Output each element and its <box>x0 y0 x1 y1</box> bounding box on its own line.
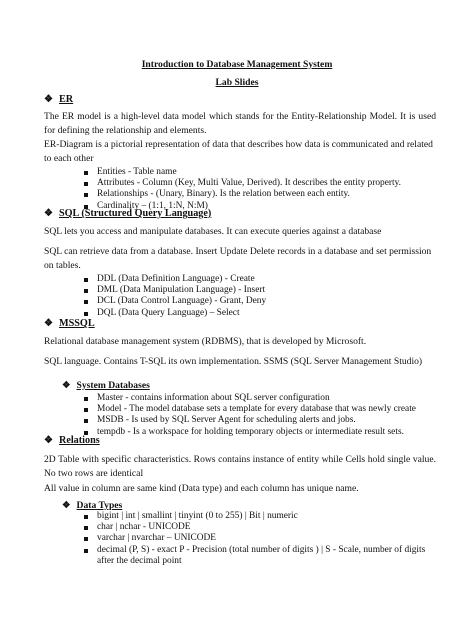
section-heading-er: ❖ ER <box>44 94 74 105</box>
square-bullet-icon <box>84 515 88 519</box>
list-item: Model - The model database sets a template for every database that was newly create <box>0 404 416 415</box>
sql-bullet-list <box>0 274 266 319</box>
data-types-bullet-list <box>0 511 427 567</box>
square-bullet-icon <box>84 526 88 530</box>
list-item: bigint | int | smallint | tinyint (0 to 255) | Bit | numeric <box>0 511 427 522</box>
list-item: Cardinality – (1:1, 1:N, N:M) <box>0 201 401 212</box>
square-bullet-icon <box>84 312 88 316</box>
list-item: DDL (Data Definition Language) - Create <box>0 274 266 285</box>
square-bullet-icon <box>84 300 88 304</box>
list-item: DQL (Data Query Language) – Select <box>0 308 266 319</box>
document-subtitle: Lab Slides <box>215 77 259 88</box>
list-item: tempdb - Is a workspace for holding temporary objects or intermediate result sets. <box>0 427 416 438</box>
square-bullet-icon <box>84 549 88 553</box>
section-heading-sql: ❖ SQL (Structured Query Language) <box>44 208 212 219</box>
square-bullet-icon <box>84 193 88 197</box>
list-item: varchar | nvarchar – UNICODE <box>0 533 427 544</box>
list-item: Entities - Table name <box>0 167 401 178</box>
square-bullet-icon <box>84 419 88 423</box>
sql-paragraph-1: SQL lets you access and manipulate databases. It can execute queries against a database <box>44 226 382 237</box>
relations-paragraph-1: 2D Table with specific characteristics. Rows contains instance of entity while Cells hold single value. No two rows are identical <box>44 454 436 479</box>
list-item: Master - contains information about SQL server configuration <box>0 393 416 404</box>
list-item: decimal (P, S) - exact P - Precision (total number of digits ) | S - Scale, number of digits after the decimal point <box>0 545 427 567</box>
section-heading-system-databases: ❖ System Databases <box>62 380 150 391</box>
diamond-bullet-icon: ❖ <box>44 435 53 446</box>
list-item: Relationships - (Unary, Binary). Is the relation between each entity. <box>0 189 401 200</box>
square-bullet-icon <box>84 182 88 186</box>
diamond-bullet-icon: ❖ <box>44 318 53 329</box>
list-item: MSDB - Is used by SQL Server Agent for scheduling alerts and jobs. <box>0 415 416 426</box>
square-bullet-icon <box>84 537 88 541</box>
section-heading-relations: ❖ Relations <box>44 435 100 446</box>
square-bullet-icon <box>84 431 88 435</box>
sql-paragraph-2: SQL can retrieve data from a database. Insert Update Delete records in a database and set permission on tables. <box>44 246 432 271</box>
list-item: Attributes - Column (Key, Multi Value, Derived). It describes the entity property. <box>0 178 401 189</box>
diamond-bullet-icon: ❖ <box>62 381 71 391</box>
section-heading-mssql: ❖ MSSQL <box>44 318 95 329</box>
er-paragraph-1: The ER model is a high-level data model which stands for the Entity-Relationship Model. It is used for defining the relationship and elements. <box>44 111 436 136</box>
document-title: Introduction to Database Management System <box>141 59 333 70</box>
list-item: DCL (Data Control Language) - Grant, Deny <box>0 296 266 307</box>
square-bullet-icon <box>84 397 88 401</box>
square-bullet-icon <box>84 171 88 175</box>
square-bullet-icon <box>84 278 88 282</box>
section-heading-data-types: ❖ Data Types <box>62 500 123 511</box>
system-databases-bullet-list <box>0 393 416 438</box>
square-bullet-icon <box>84 408 88 412</box>
er-paragraph-2: ER-Diagram is a pictorial representation of data that describes how data is communicated and related to each other <box>44 139 433 164</box>
list-item: char | nchar - UNICODE <box>0 522 427 533</box>
relations-paragraph-2: All value in column are same kind (Data type) and each column has unique name. <box>44 483 359 494</box>
diamond-bullet-icon: ❖ <box>62 501 71 511</box>
diamond-bullet-icon: ❖ <box>44 208 53 219</box>
mssql-paragraph-2: SQL language. Contains T-SQL its own implementation. SSMS (SQL Server Management Studio) <box>44 356 423 367</box>
er-bullet-list <box>0 167 401 212</box>
square-bullet-icon <box>84 289 88 293</box>
mssql-paragraph-1: Relational database management system (RDBMS), that is developed by Microsoft. <box>44 336 367 347</box>
diamond-bullet-icon: ❖ <box>44 94 53 105</box>
list-item: DML (Data Manipulation Language) - Insert <box>0 285 266 296</box>
